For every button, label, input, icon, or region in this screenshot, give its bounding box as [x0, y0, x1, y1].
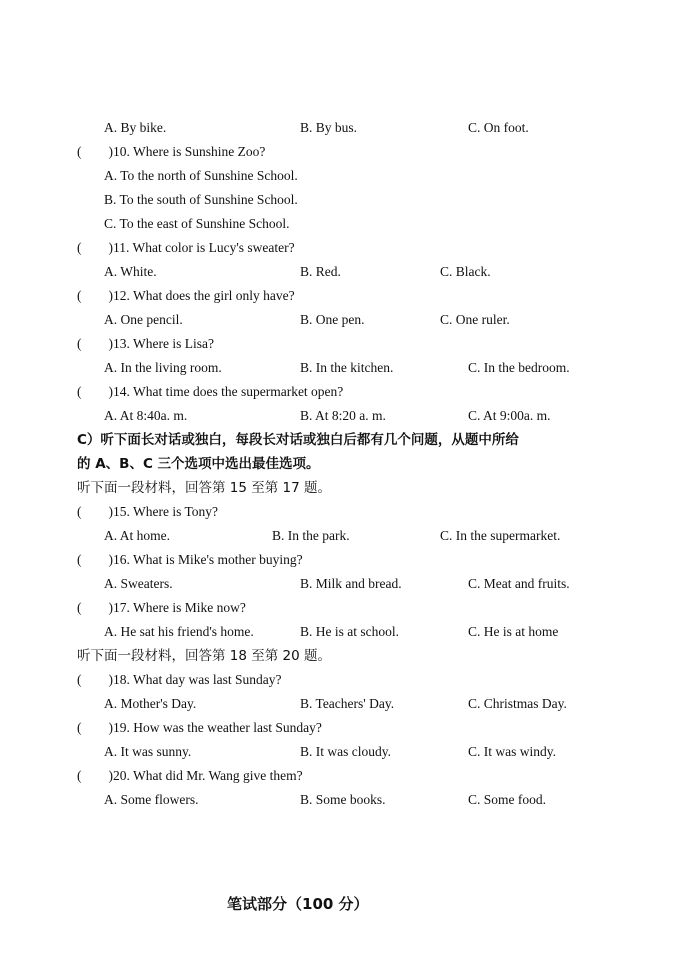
- q16-option-b: B. Milk and bread.: [300, 576, 402, 591]
- q9-option-b: B. By bus.: [300, 120, 358, 135]
- q11-option-c: C. Black.: [440, 264, 491, 279]
- q9-option-a: A. By bike.: [104, 120, 167, 135]
- material-intro-2: 听下面一段材料，回答第 18 至第 20 题。: [77, 648, 332, 664]
- q12-option-c: C. One ruler.: [440, 312, 510, 327]
- q15-option-b: B. In the park.: [272, 528, 350, 543]
- q12-option-a: A. One pencil.: [104, 312, 183, 327]
- q20-option-a: A. Some flowers.: [104, 792, 199, 807]
- q13-option-a: A. In the living room.: [104, 360, 222, 375]
- q19-option-a: A. It was sunny.: [104, 744, 192, 759]
- q17-option-a: A. He sat his friend's home.: [104, 624, 254, 639]
- q10-option-a: A. To the north of Sunshine School.: [104, 168, 298, 183]
- q15-option-c: C. In the supermarket.: [440, 528, 561, 543]
- q13-option-b: B. In the kitchen.: [300, 360, 394, 375]
- q17-option-b: B. He is at school.: [300, 624, 399, 639]
- q16-question: ( )16. What is Mike's mother buying?: [77, 552, 303, 567]
- q20-question: ( )20. What did Mr. Wang give them?: [77, 768, 303, 783]
- q10-option-c: C. To the east of Sunshine School.: [104, 216, 290, 231]
- q18-option-b: B. Teachers' Day.: [300, 696, 395, 711]
- q18-question: ( )18. What day was last Sunday?: [77, 672, 282, 687]
- q20-option-c: C. Some food.: [468, 792, 547, 807]
- section-c-heading: C）听下面长对话或独白，每段长对话或独白后都有几个问题，从题中所给: [77, 432, 519, 448]
- q19-option-c: C. It was windy.: [468, 744, 556, 759]
- q16-option-c: C. Meat and fruits.: [468, 576, 570, 591]
- q17-option-c: C. He is at home: [468, 624, 559, 639]
- q18-option-a: A. Mother's Day.: [104, 696, 197, 711]
- q18-option-c: C. Christmas Day.: [468, 696, 567, 711]
- q12-option-b: B. One pen.: [300, 312, 365, 327]
- q20-option-b: B. Some books.: [300, 792, 386, 807]
- q14-option-b: B. At 8:20 a. m.: [300, 408, 386, 423]
- section-c-heading-cont: 的 A、B、C 三个选项中选出最佳选项。: [77, 456, 320, 472]
- material-intro-1: 听下面一段材料，回答第 15 至第 17 题。: [77, 480, 332, 496]
- q13-option-c: C. In the bedroom.: [468, 360, 570, 375]
- q15-question: ( )15. Where is Tony?: [77, 504, 219, 519]
- q13-question: ( )13. Where is Lisa?: [77, 336, 214, 351]
- q16-option-a: A. Sweaters.: [104, 576, 173, 591]
- q19-question: ( )19. How was the weather last Sunday?: [77, 720, 322, 735]
- q12-question: ( )12. What does the girl only have?: [77, 288, 295, 303]
- q11-option-a: A. White.: [104, 264, 157, 279]
- q9-option-c: C. On foot.: [468, 120, 529, 135]
- q11-option-b: B. Red.: [300, 264, 341, 279]
- q19-option-b: B. It was cloudy.: [300, 744, 391, 759]
- q17-question: ( )17. Where is Mike now?: [77, 600, 246, 615]
- q14-option-c: C. At 9:00a. m.: [468, 408, 551, 423]
- q14-question: ( )14. What time does the supermarket open?: [77, 384, 344, 399]
- written-section-title: 笔试部分（100 分）: [227, 895, 369, 913]
- q10-option-b: B. To the south of Sunshine School.: [104, 192, 298, 207]
- q10-question: ( )10. Where is Sunshine Zoo?: [77, 144, 266, 159]
- q14-option-a: A. At 8:40a. m.: [104, 408, 188, 423]
- q11-question: ( )11. What color is Lucy's sweater?: [77, 240, 295, 255]
- q15-option-a: A. At home.: [104, 528, 170, 543]
